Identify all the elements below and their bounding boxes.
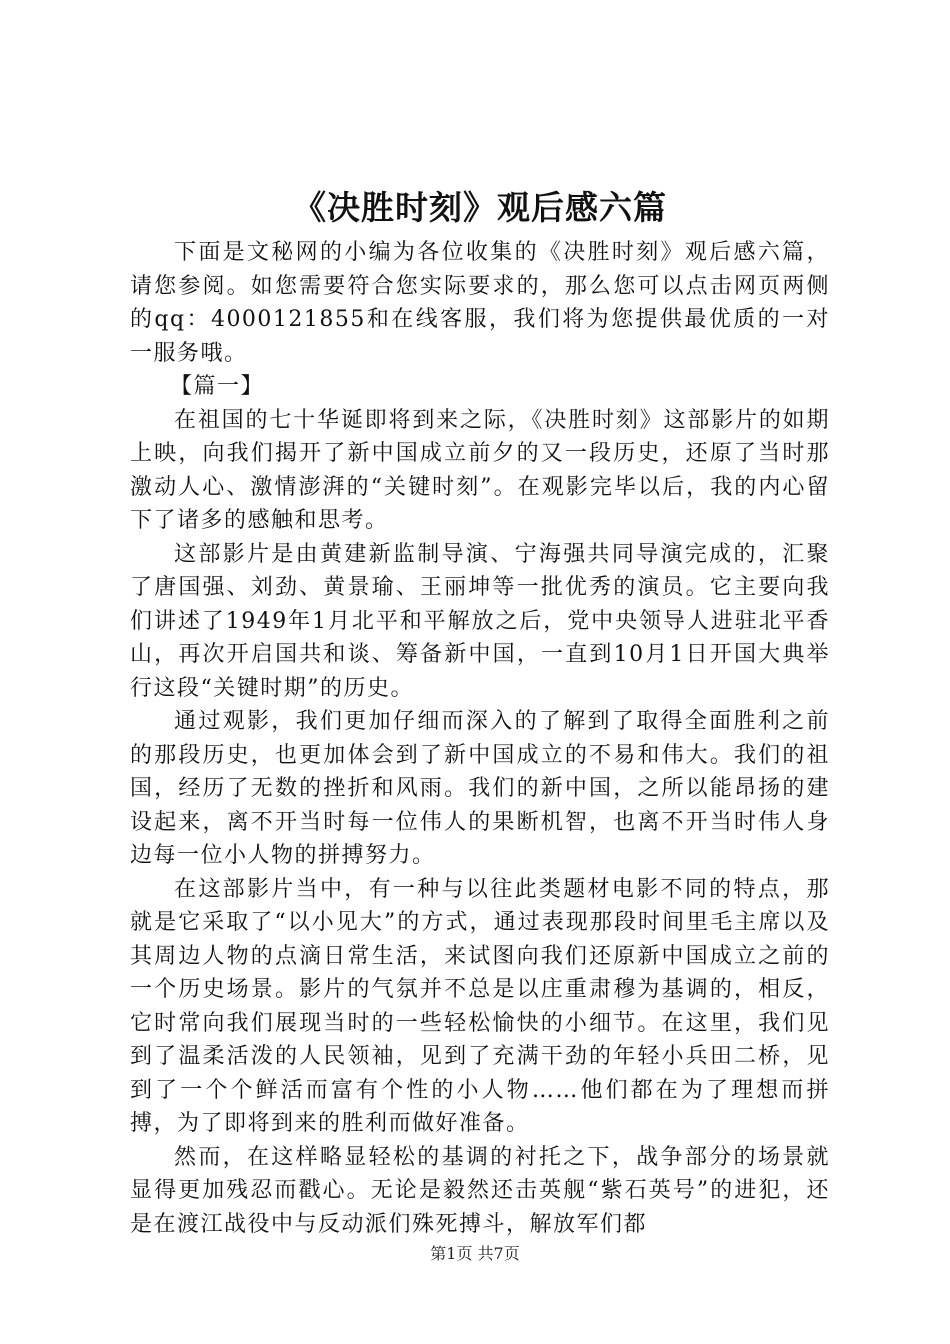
body-paragraph-1: 在祖国的七十华诞即将到来之际，《决胜时刻》这部影片的如期上映，向我们揭开了新中国成立前夕的又一段历史，还原了当时那激动人心、激情澎湃的“关键时刻”。在观影完毕以后，我的内心留下了诸多的感触和思考。 [130,407,830,533]
body-paragraph-5: 然而，在这样略显轻松的基调的衬托之下，战争部分的场景就显得更加残忍而戳心。无论是毅然还击英舰“紫石英号”的进犯，还是在渡江战役中与反动派们殊死搏斗，解放军们都 [130,1144,830,1237]
document-page [130,182,830,1241]
body-paragraph-3: 通过观影，我们更加仔细而深入的了解到了取得全面胜利之前的那段历史，也更加体会到了新中国成立的不易和伟大。我们的祖国，经历了无数的挫折和风雨。我们的新中国，之所以能昂扬的建设起来，离不开当时每一位伟人的果断机智，也离不开当时伟人身边每一位小人物的拼搏努力。 [130,709,830,868]
section-heading: 【篇一】 [170,374,265,399]
intro-paragraph: 下面是文秘网的小编为各位收集的《决胜时刻》观后感六篇，请您参阅。如您需要符合您实际要求的，那么您可以点击网页两侧的qq：4000121855和在线客服，我们将为您提供最优质的一对一服务哦。 [130,240,830,366]
body-paragraph-2: 这部影片是由黄建新监制导演、宁海强共同导演完成的，汇聚了唐国强、刘劲、黄景瑜、王丽坤等一批优秀的演员。它主要向我们讲述了1949年1月北平和平解放之后，党中央领导人进驻北平香山，再次开启国共和谈、筹备新中国，一直到10月1日开国大典举行这段“关键时期”的历史。 [130,541,830,701]
body-paragraph-4: 在这部影片当中，有一种与以往此类题材电影不同的特点，那就是它采取了“以小见大”的方式，通过表现那段时间里毛主席以及其周边人物的点滴日常生活，来试图向我们还原新中国成立之前的一个历史场景。影片的气氛并不总是以庄重肃穆为基调的，相反，它时常向我们展现当时的一些轻松愉快的小细节。在这里，我们见到了温柔活泼的人民领袖，见到了充满干劲的年轻小兵田二桥，见到了一个个鲜活而富有个性的小人物……他们都在为了理想而拼搏，为了即将到来的胜利而做好准备。 [130,876,830,1136]
page-number-footer: 第1页 共7页 [430,1244,520,1263]
document-title: 《决胜时刻》观后感六篇 [293,188,667,227]
